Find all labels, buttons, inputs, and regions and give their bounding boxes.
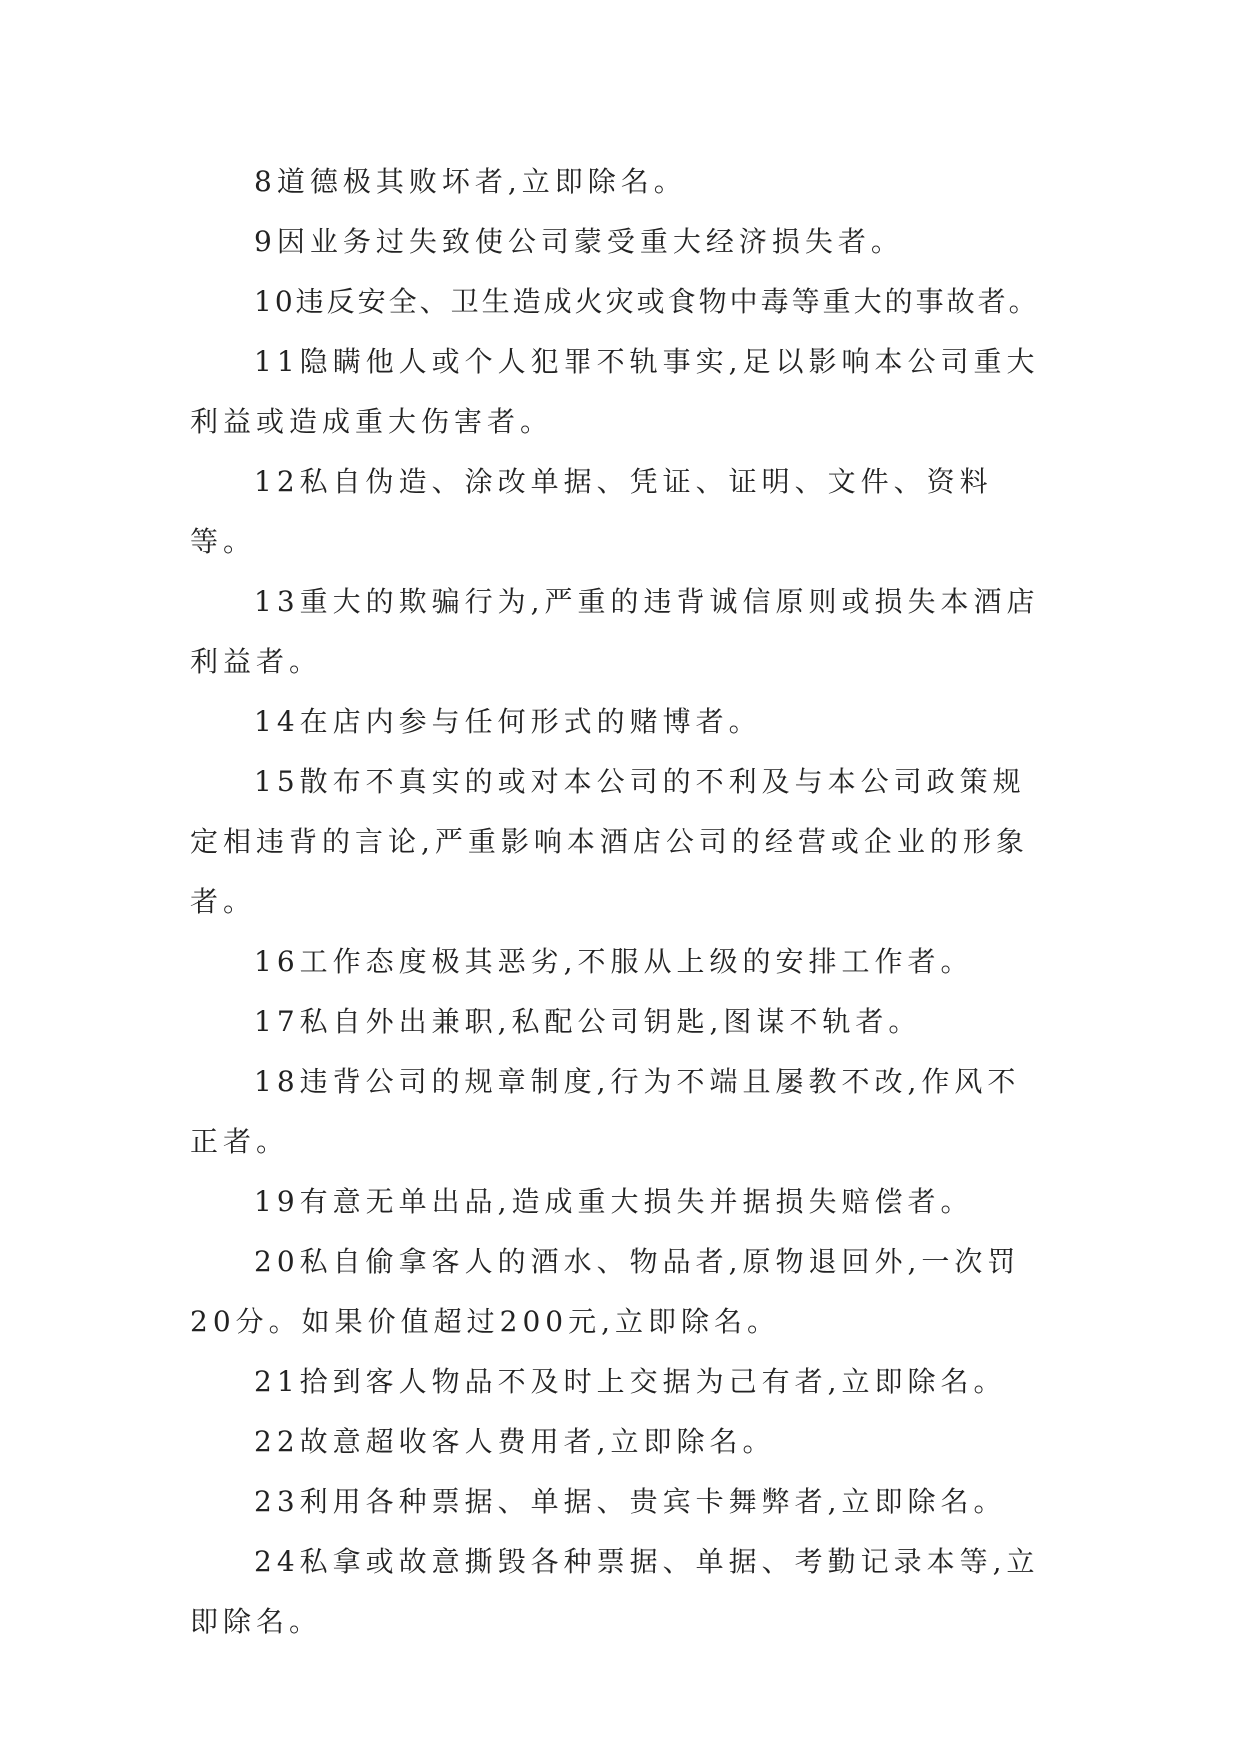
paragraph-item-14: 14在店内参与任何形式的赌博者。	[254, 705, 762, 738]
paragraph-item-9: 9因业务过失致使公司蒙受重大经济损失者。	[254, 225, 904, 258]
paragraph-item-24: 24私拿或故意撕毁各种票据、单据、考勤记录本等,立即除名。	[190, 1545, 1040, 1638]
paragraph-item-13: 13重大的欺骗行为,严重的违背诚信原则或损失本酒店利益者。	[190, 585, 1040, 678]
paragraph-item-21: 21拾到客人物品不及时上交据为己有者,立即除名。	[254, 1365, 1007, 1398]
paragraph-item-11: 11隐瞒他人或个人犯罪不轨事实,足以影响本公司重大利益或造成重大伤害者。	[190, 345, 1040, 438]
document-body	[190, 152, 1050, 1652]
paragraph-item-17: 17私自外出兼职,私配公司钥匙,图谋不轨者。	[254, 1005, 922, 1038]
paragraph-item-23: 23利用各种票据、单据、贵宾卡舞弊者,立即除名。	[254, 1485, 1007, 1518]
paragraph-item-16: 16工作态度极其恶劣,不服从上级的安排工作者。	[254, 945, 974, 978]
paragraph-item-20: 20私自偷拿客人的酒水、物品者,原物退回外,一次罚20分。如果价值超过200元,立即除名。	[190, 1245, 1021, 1338]
paragraph-item-15: 15散布不真实的或对本公司的不利及与本公司政策规定相违背的言论,严重影响本酒店公司的经营或企业的形象者。	[190, 765, 1029, 918]
paragraph-item-19: 19有意无单出品,造成重大损失并据损失赔偿者。	[254, 1185, 974, 1218]
paragraph-item-8: 8道德极其败坏者,立即除名。	[254, 165, 687, 198]
paragraph-item-22: 22故意超收客人费用者,立即除名。	[254, 1425, 776, 1458]
paragraph-item-12: 12私自伪造、涂改单据、凭证、证明、文件、资料等。	[190, 465, 993, 558]
paragraph-item-10: 10违反安全、卫生造成火灾或食物中毒等重大的事故者。	[254, 285, 1040, 318]
paragraph-item-18: 18违背公司的规章制度,行为不端且屡教不改,作风不正者。	[190, 1065, 1021, 1158]
